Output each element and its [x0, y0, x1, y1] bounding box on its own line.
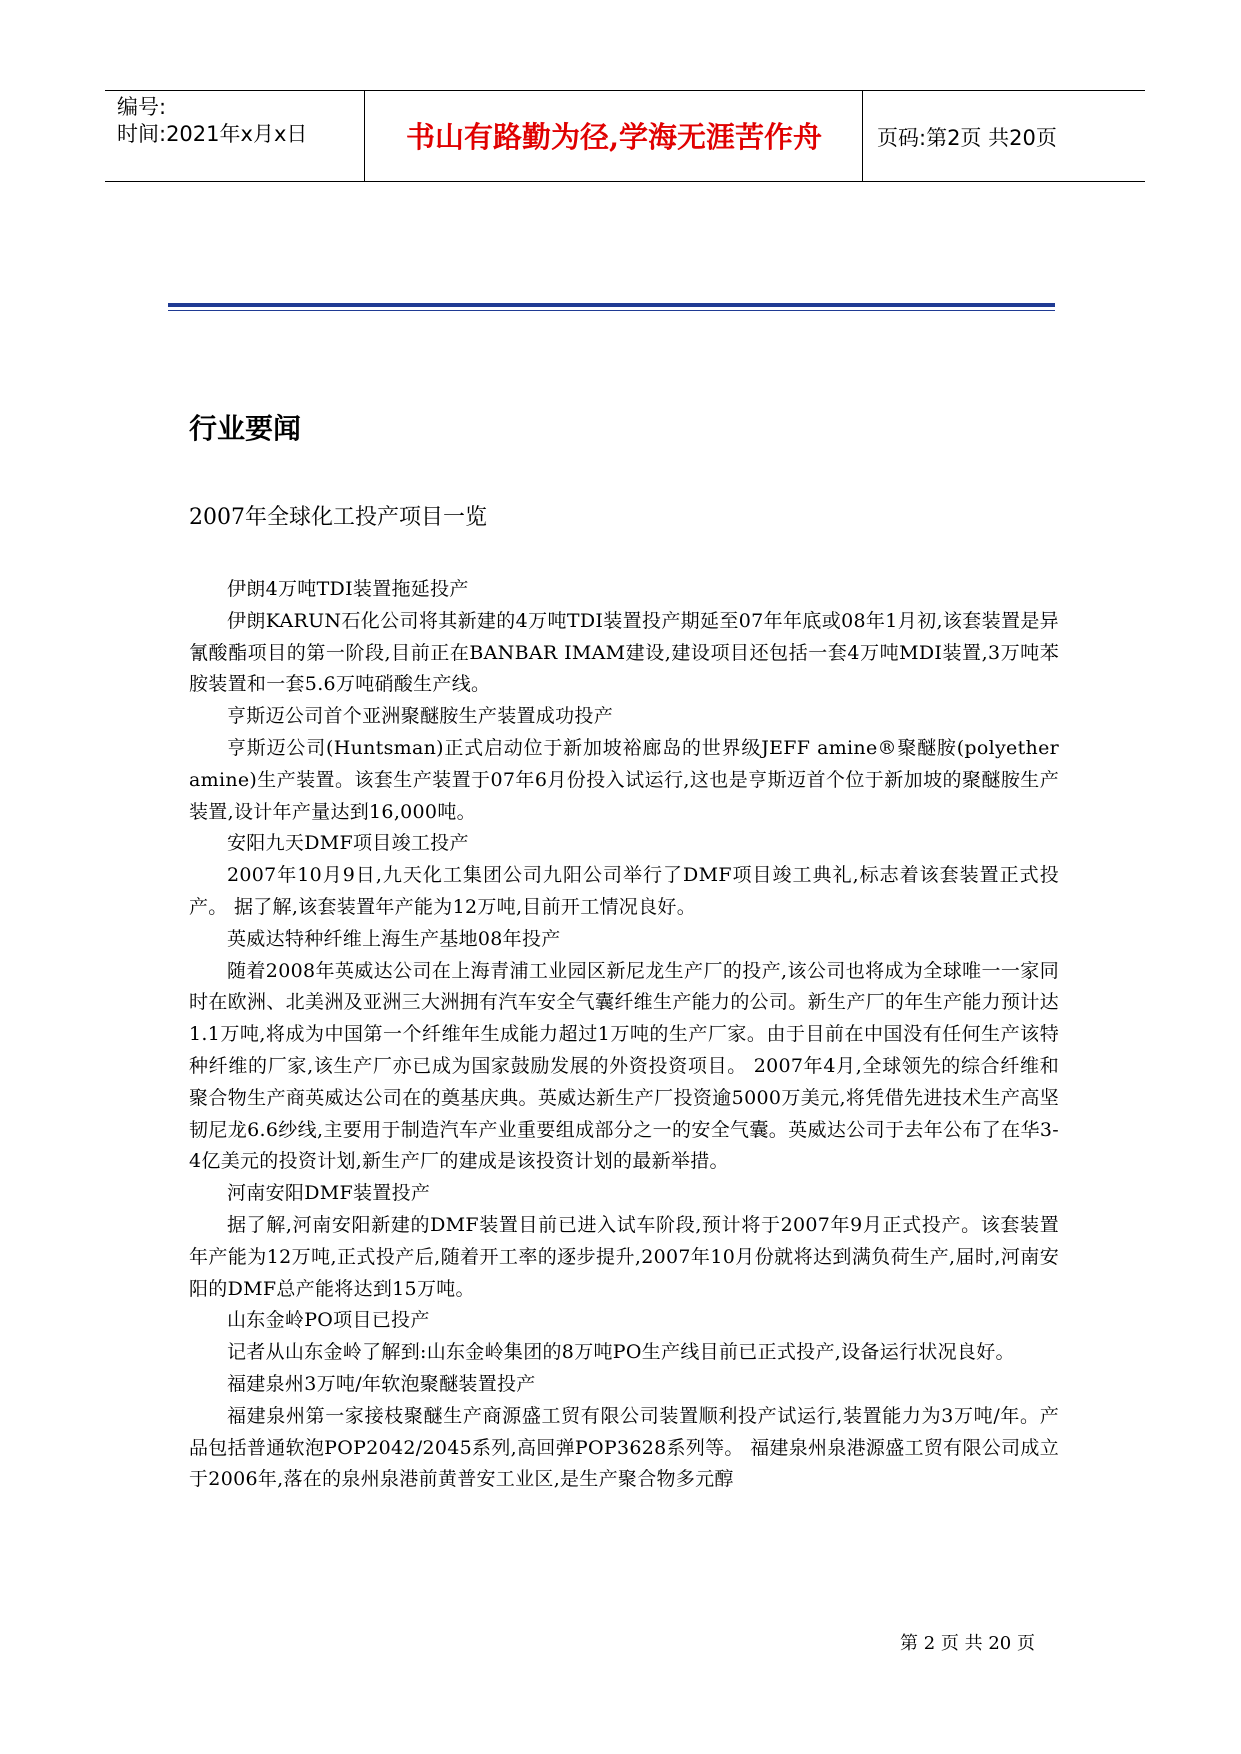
news-paragraph: 记者从山东金岭了解到:山东金岭集团的8万吨PO生产线目前已正式投产,设备运行状况良好。 — [227, 1341, 1015, 1364]
section-title: 行业要闻 — [189, 412, 302, 445]
page-footer: 第 2 页 共 20 页 — [900, 1633, 1035, 1654]
news-headline: 福建泉州3万吨/年软泡聚醚装置投产 — [227, 1372, 536, 1395]
news-paragraph: 伊朗KARUN石化公司将其新建的4万吨TDI装置投产期延至07年年底或08年1月初,该套装置是异氰酸酯项目的第一阶段,目前正在BANBAR IMAM建设,建设项目还包括一套4万吨MDI装置,3万吨苯胺装置和一套5.6万吨硝酸生产线。 — [189, 609, 1059, 696]
header-divider — [364, 90, 365, 182]
news-paragraph: 随着2008年英威达公司在上海青浦工业园区新尼龙生产厂的投产,该公司也将成为全球唯一一家同时在欧洲、北美洲及亚洲三大洲拥有汽车安全气囊纤维生产能力的公司。新生产厂的年生产能力预计达1.1万吨,将成为中国第一个纤维年生成能力超过1万吨的生产厂家。由于目前在中国没有任何生产该特种纤维的厂家,该生产厂亦已成为国家鼓励发展的外资投资项目。 2007年4月,全球领先的综合纤维和聚合物生产商英威达公司在的奠基庆典。英威达新生产厂投资逾5000万美元,将凭借先进技术生产高坚韧尼龙6.6纱线,主要用于制造汽车产业重要组成部分之一的安全气囊。英威达公司于去年公布了在华3-4亿美元的投资计划,新生产厂的建成是该投资计划的最新举措。 — [189, 959, 1059, 1173]
news-headline: 安阳九天DMF项目竣工投产 — [227, 832, 469, 855]
article-body — [189, 574, 1059, 1496]
serial-label: 编号: — [117, 95, 167, 119]
date-label: 时间:2021年x月x日 — [117, 122, 308, 146]
news-headline: 亨斯迈公司首个亚洲聚醚胺生产装置成功投产 — [227, 705, 614, 728]
header-top-border — [105, 90, 1145, 91]
header-bottom-border — [105, 181, 1145, 182]
header-divider — [862, 90, 863, 182]
news-paragraph: 2007年10月9日,九天化工集团公司九阳公司举行了DMF项目竣工典礼,标志着该套装置正式投产。 据了解,该套装置年产能为12万吨,目前开工情况良好。 — [189, 864, 1059, 918]
news-headline: 河南安阳DMF装置投产 — [227, 1182, 431, 1205]
news-headline: 英威达特种纤维上海生产基地08年投产 — [227, 927, 561, 950]
news-paragraph: 据了解,河南安阳新建的DMF装置目前已进入试车阶段,预计将于2007年9月正式投产。该套装置年产能为12万吨,正式投产后,随着开工率的逐步提升,2007年10月份就将达到满负荷生产,届时,河南安阳的DMF总产能将达到15万吨。 — [189, 1213, 1059, 1300]
news-paragraph: 福建泉州第一家接枝聚醚生产商源盛工贸有限公司装置顺利投产试运行,装置能力为3万吨/年。产品包括普通软泡POP2042/2045系列,高回弹POP3628系列等。 福建泉州泉港源盛工贸有限公司成立于2006年,落在的泉州泉港前黄普安工业区,是生产聚合物多元醇 — [189, 1404, 1059, 1491]
article-title: 2007年全球化工投产项目一览 — [189, 505, 487, 530]
header-rule — [168, 303, 1055, 307]
news-headline: 山东金岭PO项目已投产 — [227, 1309, 430, 1332]
header-rule-thin — [168, 310, 1055, 311]
news-headline: 伊朗4万吨TDI装置拖延投产 — [227, 578, 469, 600]
motto: 书山有路勤为径,学海无涯苦作舟 — [405, 120, 823, 154]
news-paragraph: 亨斯迈公司(Huntsman)正式启动位于新加坡裕廊岛的世界级JEFF amine®聚醚胺(polyether amine)生产装置。该套生产装置于07年6月份投入试运行,这也是亨斯迈首个位于新加坡的聚醚胺生产装置,设计年产量达到16,000吨。 — [189, 736, 1059, 823]
page-label: 页码:第2页 共20页 — [877, 126, 1057, 150]
